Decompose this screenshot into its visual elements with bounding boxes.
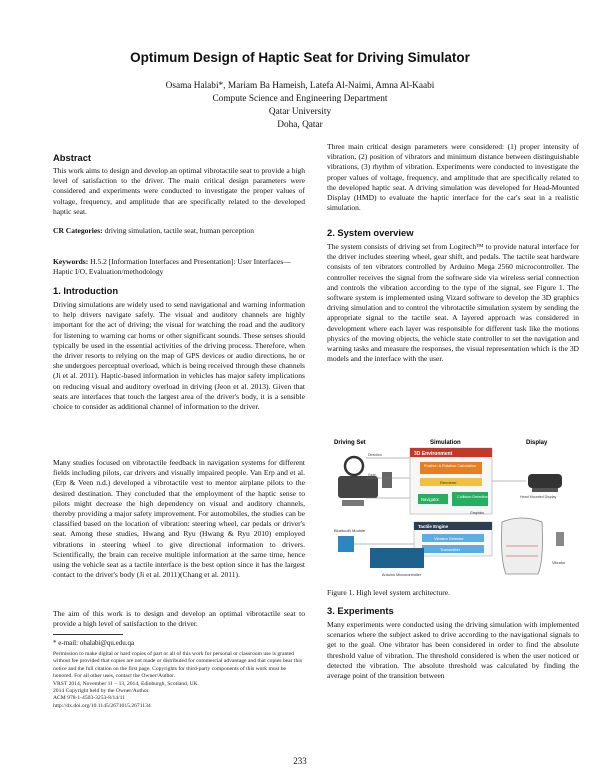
keywords xyxy=(53,257,305,277)
experiments-text: Many experiments were conducted using the driving simulation with implemented scenarios where the subject asked to drive according to the navigational signals to get to the goal. One vibrator has been considered in order to find the absolute threshold value of vibration. The threshold considered is when the user noticed or detected the vibration. The absolute threshold was calculated by finding the average point of the transition between xyxy=(327,620,579,681)
cr-label: CR Categories: xyxy=(53,226,103,235)
footnote-permission xyxy=(53,651,305,710)
fig-bluetooth-module: Bluetooth Module xyxy=(334,528,366,533)
paper-title: Optimum Design of Haptic Seat for Driving Simulator xyxy=(130,50,470,65)
fig-hmd-label: Head Mounted Display xyxy=(520,495,557,499)
doi-link[interactable]: http://dx.doi.org/10.1145/2671015.2671134 xyxy=(53,702,151,709)
intro-paragraph-2: Many studies focused on vibrotactile feedback in navigation systems for different fields including pilots, car drivers and visually impaired people. Van Erp and et al. (Erp & Veen n.d.) developed a vibrotactile vest to mentor airplane pilots to the desired destination. They concluded that the employment of the haptic sense to pilots might decrease the high dependency on visual and auditory channels, thereby providing a major safety improvement. For automobiles, the studies can be classified based on the location of vibration: steering wheel, car pedals or driver's seat. Among these studies, Hwang and Ryu (Hwang & Ryu 2010) employed vibrations in steering wheel to give directional information to drivers. Scientifically, the brain can receive multiple information at the same time, hence using the vehicle seat as a tactile interface is the best option since it has the largest contact to the driver's body (Ji et al. 2011)(Chang et al. 2011). xyxy=(53,458,305,580)
page-number: 233 xyxy=(293,756,307,766)
fig-3d-environment: 3D Environment xyxy=(414,451,453,457)
seat-image xyxy=(502,518,543,574)
architecture-diagram xyxy=(330,436,578,584)
intro-paragraph-1: Driving simulations are widely used to send navigational and warning information to help drivers navigate safely. The visual and auditory channels are highly important for the act of driving; the visual for watching the road and the auditory for listening to warning car horns or other significant sounds. These senses should typically be used in the essential activities of the driving process. Therefore, when the driver resorts to relying on the map of GPS devices or audio directions, he or she undergoes perceptual overload, which is being received through these channels (Ji et al. 2011). Haptic-based information in vehicles has major safety implications on reducing visual and auditory overload in driving (Jeon et al. 2013). Given that seats are interfaces that touch the largest area of the driver's body, it is a sensible choice to consider as additional channel of information to the driver. xyxy=(53,300,305,412)
driving-set-image xyxy=(338,457,392,506)
right-paragraph-1: Three main critical design parameters were considered: (1) proper intensity of vibration, (2) position of vibrators and minimum distance between distinguishable vibrations, (3) rhythm of vibration. Experiments were conducted to investigate the proper values of voltage, frequency, and amplitude that are specifically related to the developed haptic seat. A driving simulation was developed for Head-Mounted Display (HMD) to evaluate the haptic interface for the car's seat in a realistic simulation. xyxy=(327,142,579,213)
figure-1-architecture xyxy=(330,436,578,584)
fig-label-gear: Gear xyxy=(368,473,376,477)
fig-renderer: Renderer xyxy=(440,480,457,485)
keywords-text: H.5.2 [Information Interfaces and Presentation]: User Interfaces—Haptic I/O, Evaluation/methodology xyxy=(53,257,291,277)
fig-label-direction: Direction xyxy=(368,453,382,457)
fig-arduino: Arduino Microcontroller xyxy=(382,573,422,577)
fig-vibrator-selector: Vibrator Selector xyxy=(434,536,464,541)
author-block xyxy=(0,80,600,132)
intro-paragraph-3: The aim of this work is to design and develop an optimal vibrotactile seat to provide a high level of satisfaction to the driver. xyxy=(53,609,305,629)
intro-heading: 1. Introduction xyxy=(53,285,119,296)
author-department: Compute Science and Engineering Department xyxy=(212,94,388,104)
fig-graphics: Graphics xyxy=(470,511,485,515)
footnote-email: * e-mail: ohalabi@qu.edu.qa xyxy=(53,639,135,647)
fig-collision-detection: Collision Detection xyxy=(457,495,489,499)
fig-tactile-engine: Tactile Engine xyxy=(418,524,449,529)
fig-label-speed: Speed xyxy=(368,493,379,497)
author-university: Qatar University xyxy=(268,107,332,117)
system-overview-text: The system consists of driving set from Logitech™ to provide natural interface for the driver includes steering wheel, gear shift, and pedals. The tactile seat hardware consists of ten vibrators controlled by Arduino Mega 2560 microcontroller. The controller receives the signal from the software side via wireless serial connection and controls the vibration according to the type of the signal, see Figure 1. The software system is implemented using Vizard software to develop the 3D graphics driving simulation and to control the vibrotactile simulation system by sending the appropriate signal to the tactile seat. A layered approach was considered in development where each layer was responsible for different task like the motions physics of the moving objects, the vehicle state controller to set the navigation and warning tasks and measure the responses, the visual representation which is the 3D models and the interface with the user. xyxy=(327,242,579,364)
figure-1-caption: Figure 1. High level system architecture. xyxy=(327,588,451,597)
abstract-heading: Abstract xyxy=(53,152,92,163)
keywords-label: Keywords: xyxy=(53,257,89,266)
copyright-line: 2014 Copyright held by the Owner/Author. xyxy=(53,688,150,695)
fig-vibrator: Vibrator xyxy=(552,561,566,565)
fig-col-driving: Driving Set xyxy=(334,440,366,446)
fig-transmitter: Transmitter xyxy=(440,547,461,552)
author-city: Doha, Qatar xyxy=(277,120,323,130)
fig-position-rotation: Position & Rotation Calculation xyxy=(424,464,477,468)
permission-text: Permission to make digital or hard copies of part or all of this work for personal or classroom use is granted without fee provided that copies are not made or distributed for commercial advantage and that copies bear this notice and the full citation on the first page. Copyrights for third-party components of this work must be honored. For all other uses, contact the Owner/Author. xyxy=(53,651,302,680)
cr-text: driving simulation, tactile seat, human perception xyxy=(104,226,254,235)
hmd-image xyxy=(528,474,562,492)
system-overview-heading: 2. System overview xyxy=(327,227,414,238)
abstract-text: This work aims to design and develop an optimal vibrotactile seat to provide a high level of satisfaction to the driver. The main critical design parameters were considered and experiments were conducted to investigate the proper values of voltage, frequency, and amplitude that are specifically related to the developed haptic seat. xyxy=(53,166,305,216)
footnote-rule xyxy=(53,634,123,635)
cr-categories xyxy=(53,226,305,236)
fig-col-simulation: Simulation xyxy=(430,440,461,446)
isbn-line: ACM 978-1-4503-3253-8/14/11 xyxy=(53,695,126,702)
conference-line: VRST 2014, November 11 – 13, 2014, Edinburgh, Scotland, UK. xyxy=(53,680,200,687)
fig-navigator: Navigator xyxy=(421,497,439,502)
experiments-heading: 3. Experiments xyxy=(327,605,394,616)
fig-col-display: Display xyxy=(526,440,548,446)
author-names: Osama Halabi*, Mariam Ba Hameish, Latefa Al-Naimi, Amna Al-Kaabi xyxy=(165,81,435,91)
